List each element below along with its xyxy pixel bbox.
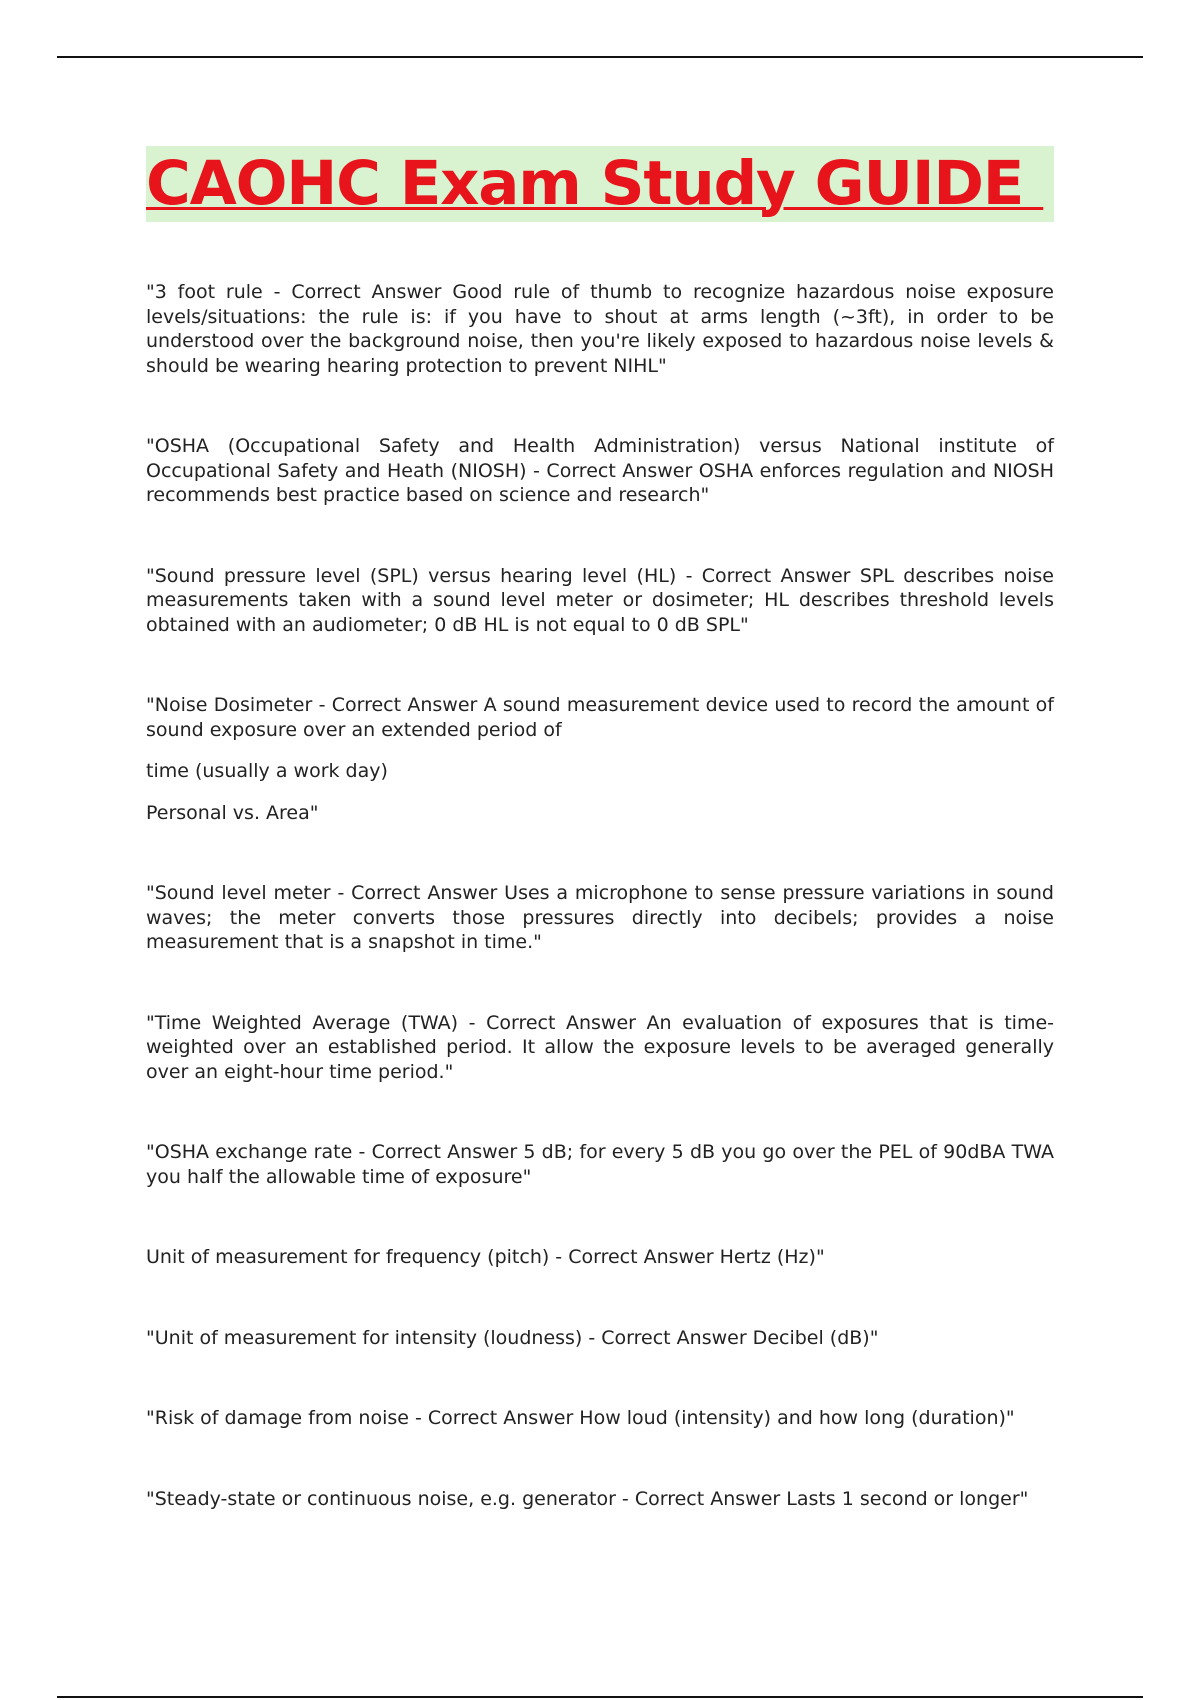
entry-text: "3 foot rule - Correct Answer Good rule of thumb to recognize hazardous noise exposure levels/situations: the rule is: if you have to shout at arms length (~3ft), in order to be understood over the background noise, then you're likely exposed to hazardous noise levels & should be wearing hearing protection to prevent NIHL"	[146, 281, 1054, 377]
study-guide-body	[146, 280, 1054, 1511]
entry-noise-dosimeter	[146, 693, 1054, 825]
entry-unit-frequency	[146, 1245, 1054, 1270]
document-title: CAOHC Exam Study GUIDE	[146, 148, 1044, 219]
entry-text: "Noise Dosimeter - Correct Answer A sound measurement device used to record the amount of sound exposure over an extended period of	[146, 694, 1054, 741]
entry-risk-of-damage	[146, 1406, 1054, 1431]
entry-text: "OSHA exchange rate - Correct Answer 5 dB; for every 5 dB you go over the PEL of 90dBA TWA you half the allowable time of exposure"	[146, 1141, 1054, 1188]
entry-unit-intensity	[146, 1326, 1054, 1351]
entry-spl-vs-hl	[146, 564, 1054, 638]
entry-text: Unit of measurement for frequency (pitch) - Correct Answer Hertz (Hz)"	[146, 1246, 825, 1268]
entry-text: Personal vs. Area"	[146, 801, 319, 824]
entry-text: time (usually a work day)	[146, 760, 388, 782]
entry-sound-level-meter	[146, 881, 1054, 955]
entry-text: "Steady-state or continuous noise, e.g. generator - Correct Answer Lasts 1 second or longer"	[146, 1487, 1029, 1510]
entry-osha-exchange-rate	[146, 1140, 1054, 1189]
entry-text: "Sound pressure level (SPL) versus hearing level (HL) - Correct Answer SPL describes noise measurements taken with a sound level meter or dosimeter; HL describes threshold levels obtained with an audiometer; 0 dB HL is not equal to 0 dB SPL"	[146, 564, 1054, 636]
entry-text: "Time Weighted Average (TWA) - Correct Answer An evaluation of exposures that is time-weighted over an established period. It allow the exposure levels to be averaged generally over an eight-hour time period."	[146, 1011, 1054, 1083]
entry-3-foot-rule	[146, 280, 1054, 378]
entry-time-weighted-average	[146, 1011, 1054, 1085]
page-top-rule	[57, 56, 1143, 58]
entry-steady-state-noise	[146, 1487, 1054, 1512]
entry-osha-vs-niosh	[146, 434, 1054, 508]
entry-text: "OSHA (Occupational Safety and Health Administration) versus National institute of Occupational Safety and Heath (NIOSH) - Correct Answer OSHA enforces regulation and NIOSH recommends best practice based on science and research"	[146, 435, 1054, 506]
page-bottom-rule	[57, 1696, 1143, 1698]
entry-text: "Sound level meter - Correct Answer Uses a microphone to sense pressure variations in sound waves; the meter converts those pressures directly into decibels; provides a noise measurement that is a snapshot in time."	[146, 882, 1054, 953]
entry-text: "Risk of damage from noise - Correct Answer How loud (intensity) and how long (duration)"	[146, 1407, 1015, 1429]
entry-text: "Unit of measurement for intensity (loudness) - Correct Answer Decibel (dB)"	[146, 1326, 879, 1349]
